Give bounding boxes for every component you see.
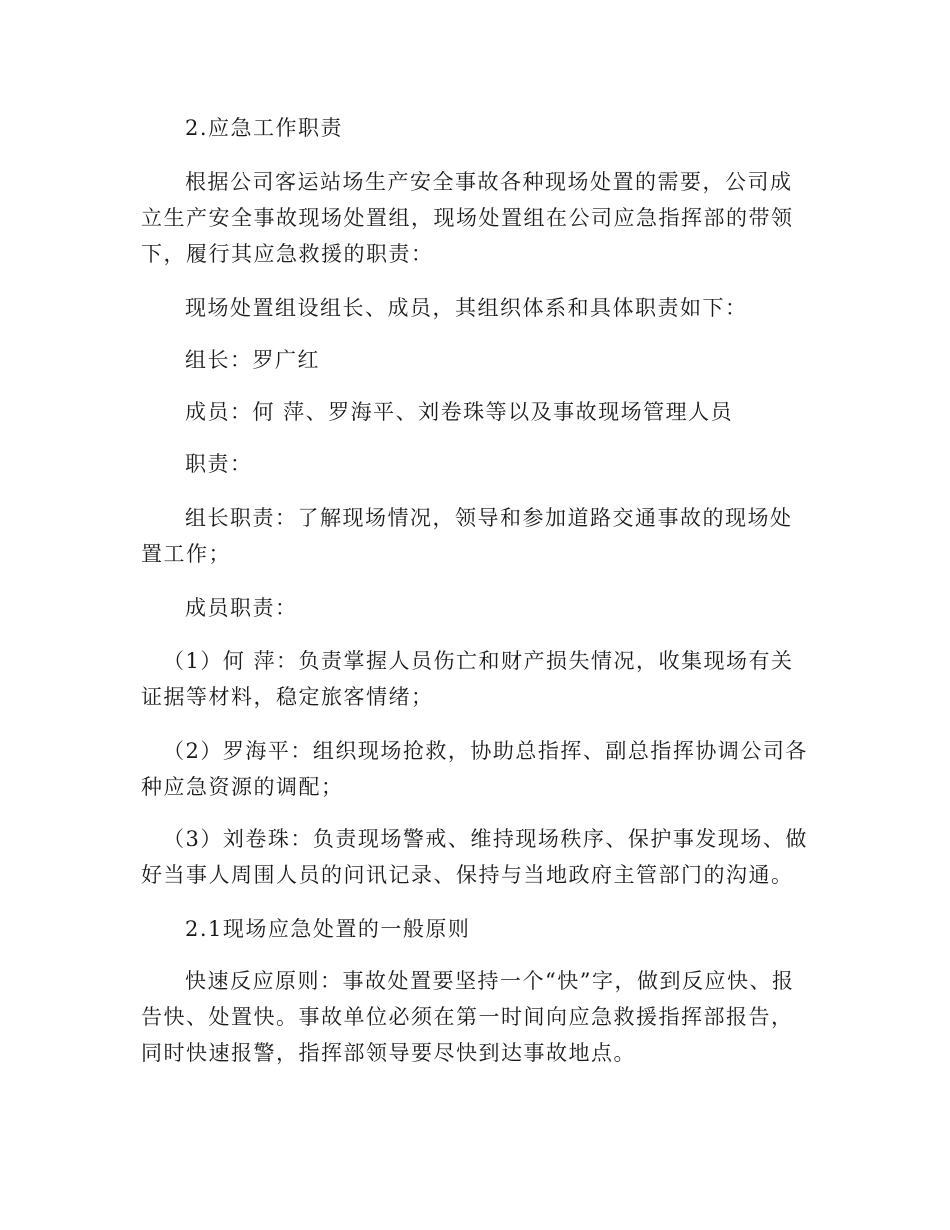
list-item-3: （3）刘卷珠：负责现场警戒、维持现场秩序、保护事发现场、做好当事人周围人员的问讯记录、保持与当地政府主管部门的沟通。 xyxy=(141,827,808,887)
paragraph-leader: 组长：罗广红 xyxy=(185,348,320,372)
paragraph-organization: 现场处置组设组长、成员，其组织体系和具体职责如下： xyxy=(185,296,748,320)
list-item-1: （1）何 萍：负责掌握人员伤亡和财产损失情况，收集现场有关证据等材料，稳定旅客情绪； xyxy=(141,649,794,709)
section-heading-2: 2.应急工作职责 xyxy=(185,116,344,140)
paragraph-member-duties-label: 成员职责： xyxy=(185,596,298,620)
paragraph-duties-label: 职责： xyxy=(185,452,253,476)
paragraph-rapid-response: 快速反应原则：事故处置要坚持一个“快”字，做到反应快、报告快、处置快。事故单位必须在第一时间向应急救援指挥部报告，同时快速报警，指挥部领导要尽快到达事故地点。 xyxy=(141,969,795,1065)
paragraph-intro: 根据公司客运站场生产安全事故各种现场处置的需要，公司成立生产安全事故现场处置组，现场处置组在公司应急指挥部的带领下，履行其应急救援的职责： xyxy=(141,170,794,266)
paragraph-members: 成员：何 萍、罗海平、刘卷珠等以及事故现场管理人员 xyxy=(185,400,734,424)
paragraph-leader-duties: 组长职责：了解现场情况，领导和参加道路交通事故的现场处置工作； xyxy=(141,506,793,566)
section-heading-2-1: 2.1现场应急处置的一般原则 xyxy=(185,917,471,941)
list-item-2: （2）罗海平：组织现场抢救，协助总指挥、副总指挥协调公司各种应急资源的调配； xyxy=(141,739,808,799)
